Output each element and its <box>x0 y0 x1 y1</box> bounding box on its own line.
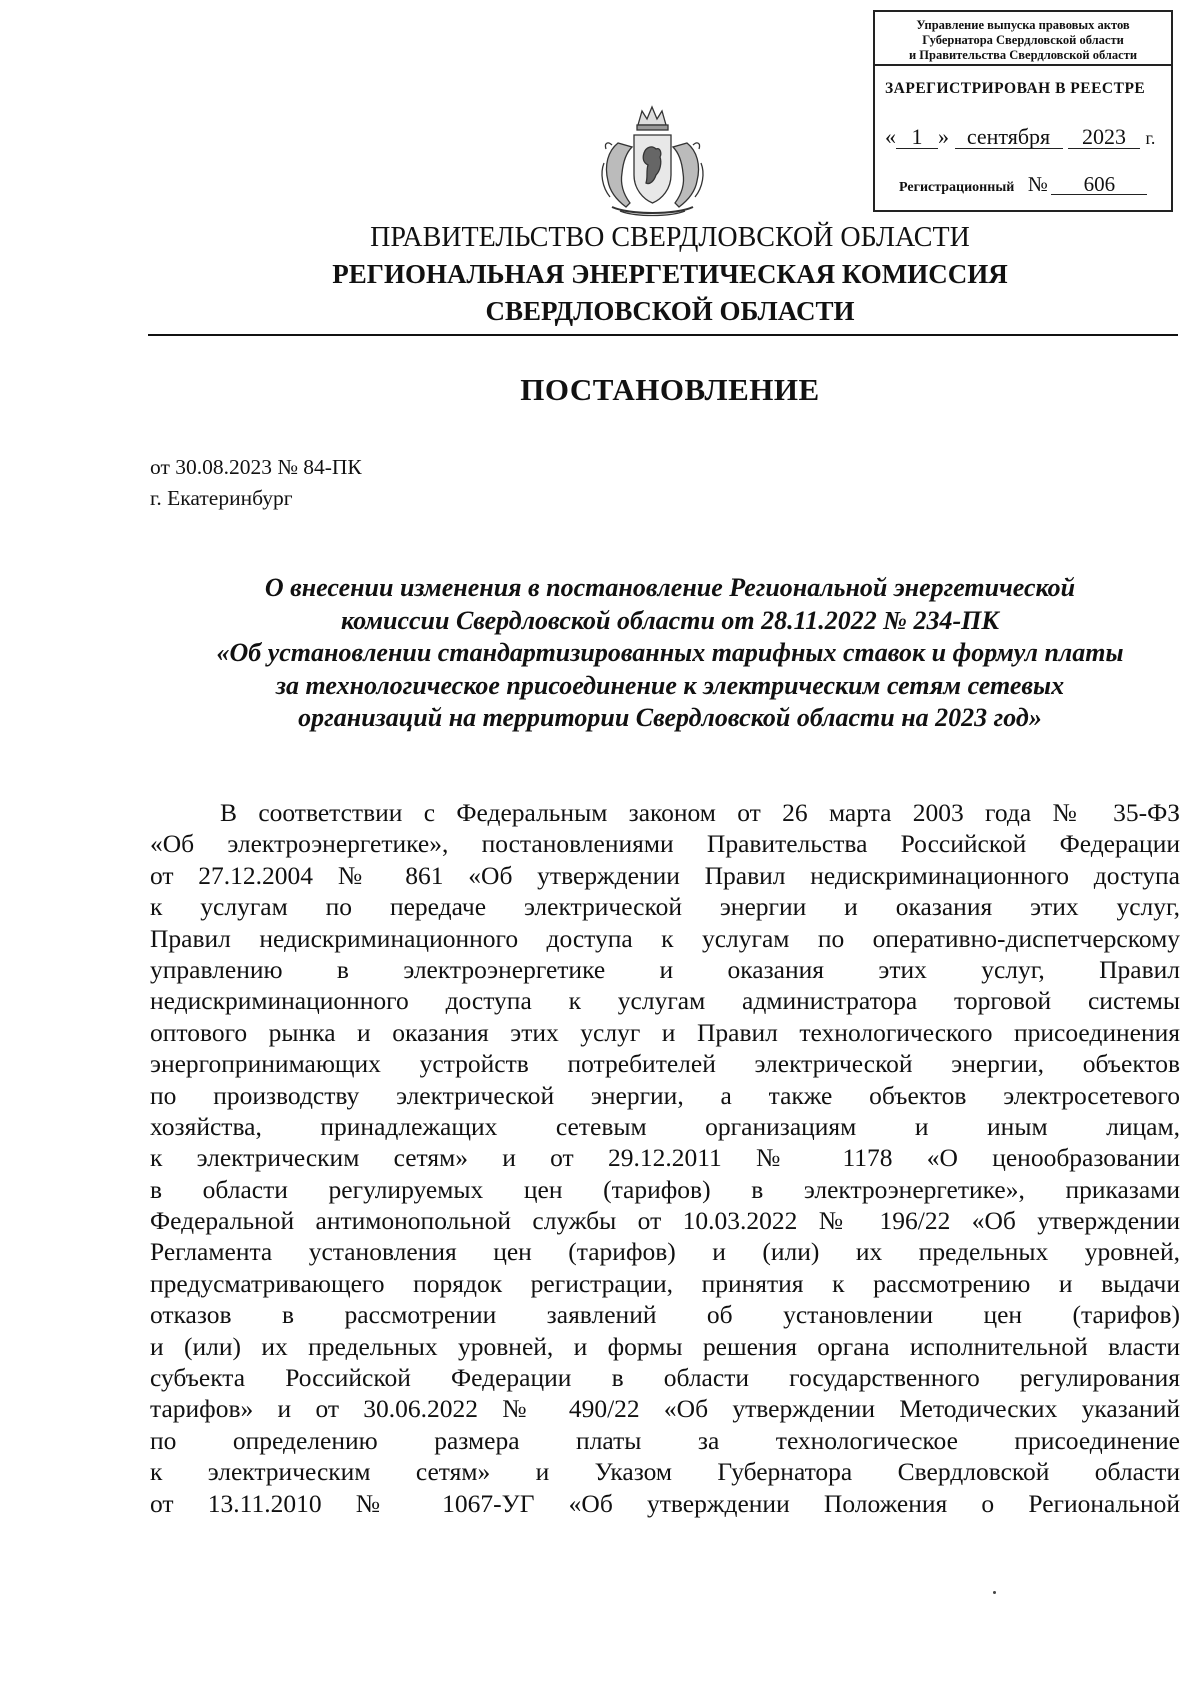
body-line: хозяйства, принадлежащих сетевым организациям и иным лицам, <box>150 1111 1180 1141</box>
commission-region: СВЕРДЛОВСКОЙ ОБЛАСТИ <box>485 296 855 326</box>
title-line: О внесении изменения в постановление Региональной энергетической <box>264 573 1076 602</box>
registration-date <box>885 124 1167 150</box>
body-line: к электрическим сетям» и Указом Губернатора Свердловской области <box>150 1457 1180 1487</box>
body-line: отказов в рассмотрении заявлений об установлении цен (тарифов) <box>150 1300 1180 1330</box>
registration-authority-line: и Правительства Свердловской области <box>908 48 1138 62</box>
document-title <box>150 572 1190 735</box>
registration-number-value: 606 <box>1051 174 1147 195</box>
scan-speck <box>993 1591 996 1594</box>
registration-authority-line: Управление выпуска правовых актов <box>916 18 1130 32</box>
header-divider <box>148 334 1178 336</box>
coat-of-arms-sverdlovsk-icon <box>590 103 715 218</box>
body-line: от 27.12.2004 № 861 «Об утверждении Правил недискриминационного доступа <box>150 860 1180 890</box>
body-line: предусматривающего порядок регистрации, принятия к рассмотрению и выдачи <box>150 1268 1180 1298</box>
government-name: ПРАВИТЕЛЬСТВО СВЕРДЛОВСКОЙ ОБЛАСТИ <box>370 222 970 253</box>
registration-month: сентября <box>955 126 1063 149</box>
body-line: В соответствии с Федеральным законом от 26 марта 2003 года № 35-ФЗ <box>220 798 1180 827</box>
title-line: «Об установлении стандартизированных тарифных ставок и формул платы <box>216 638 1124 667</box>
registration-day: 1 <box>896 126 938 149</box>
body-line: в области регулируемых цен (тарифов) в электроэнергетике», приказами <box>150 1174 1180 1204</box>
body-line: управлению в электроэнергетике и оказания этих услуг, Правил <box>150 954 1180 984</box>
body-line: субъекта Российской Федерации в области государственного регулирования <box>150 1363 1180 1393</box>
body-line: Федеральной антимонопольной службы от 10.03.2022 № 196/22 «Об утверждении <box>150 1206 1180 1236</box>
registered-label: ЗАРЕГИСТРИРОВАН В РЕЕСТРЕ <box>885 80 1146 97</box>
body-line: по определению размера платы за технологическое присоединение <box>150 1425 1180 1455</box>
document-body <box>150 797 1180 1519</box>
registration-stamp <box>873 10 1173 212</box>
title-line: организаций на территории Свердловской области на 2023 год» <box>298 703 1042 732</box>
body-line: тарифов» и от 30.06.2022 № 490/22 «Об утверждении Методических указаний <box>150 1394 1180 1424</box>
registration-authority <box>875 12 1171 66</box>
number-symbol: № <box>1027 172 1048 196</box>
body-line: и (или) их предельных уровней, и формы решения органа исполнительной власти <box>150 1331 1180 1361</box>
body-line: к электрическим сетям» и от 29.12.2011 № 1178 «О ценообразовании <box>150 1143 1180 1173</box>
body-line: от 13.11.2010 № 1067-УГ «Об утверждении Положения о Региональной <box>150 1488 1180 1518</box>
document-type: ПОСТАНОВЛЕНИЕ <box>520 372 820 407</box>
title-line: комиссии Свердловской области от 28.11.2022 № 234-ПК <box>341 605 999 635</box>
quote-open: « <box>885 124 896 149</box>
body-line: недискриминационного доступа к услугам администратора торговой системы <box>150 986 1180 1016</box>
commission-name: РЕГИОНАЛЬНАЯ ЭНЕРГЕТИЧЕСКАЯ КОМИССИЯ <box>332 259 1008 289</box>
registration-number <box>899 172 1147 197</box>
body-line: Регламента установления цен (тарифов) и (или) их предельных уровней, <box>150 1237 1180 1267</box>
quote-close: » <box>938 124 949 149</box>
title-line: за технологическое присоединение к электрическим сетям сетевых <box>275 670 1065 700</box>
registration-number-label: Регистрационный <box>899 180 1015 195</box>
body-line: оптового рынка и оказания этих услуг и Правил технологического присоединения <box>150 1017 1180 1047</box>
document-date-number: от 30.08.2023 № 84-ПК <box>150 455 362 479</box>
body-line: по производству электрической энергии, а также объектов электросетевого <box>150 1080 1180 1110</box>
body-line: энергопринимающих устройств потребителей электрической энергии, объектов <box>150 1049 1180 1079</box>
registration-year: 2023 <box>1068 126 1140 149</box>
body-line: к услугам по передаче электрической энергии и оказания этих услуг, <box>150 892 1180 922</box>
document-city: г. Екатеринбург <box>150 486 293 510</box>
registration-authority-line: Губернатора Свердловской области <box>922 33 1124 47</box>
registration-year-suffix: г. <box>1145 128 1156 148</box>
body-line: «Об электроэнергетике», постановлениями Правительства Российской Федерации <box>150 829 1180 859</box>
body-line: Правил недискриминационного доступа к услугам по оперативно-диспетчерскому <box>150 923 1180 953</box>
